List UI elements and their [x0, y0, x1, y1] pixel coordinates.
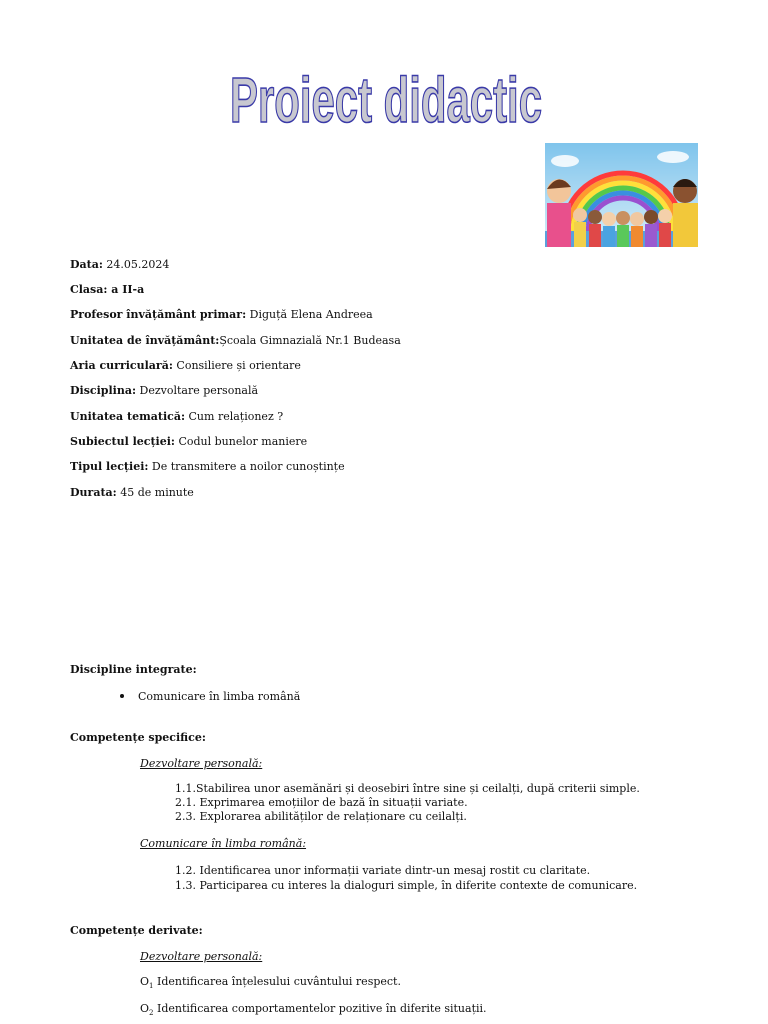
field-durata: Durata: 45 de minute	[70, 486, 194, 499]
specific-competences-heading: Competențe specifice:	[70, 731, 206, 744]
field-subiectul-lectiei: Subiectul lecției: Codul bunelor maniere	[70, 435, 308, 448]
field-tipul-lectiei: Tipul lecției: De transmitere a noilor cunoștințe	[70, 460, 345, 473]
subsection-title: Comunicare în limba română:	[140, 837, 307, 850]
page-title	[226, 60, 546, 140]
list-item: 2.3. Explorarea abilităților de relaționare cu ceilalți.	[175, 810, 467, 823]
integrated-disciplines-heading: Discipline integrate:	[70, 663, 197, 676]
list-item: 1.3. Participarea cu interes la dialoguri simple, în diferite contexte de comunicare.	[175, 879, 638, 892]
objective-item: $O_1$ Identificarea înțelesului cuvântului respect.	[140, 975, 401, 991]
subsection-title: Dezvoltare personală:	[140, 757, 263, 770]
field-disciplina: Disciplina: Dezvoltare personală	[70, 384, 259, 397]
subsection-title: Dezvoltare personală:	[140, 950, 263, 963]
title-wordart	[226, 60, 546, 140]
rainbow-children-illustration	[545, 143, 698, 247]
list-item: 1.2. Identificarea unor informații variate dintr-un mesaj rostit cu claritate.	[175, 864, 591, 877]
list-item: Comunicare în limba română	[120, 690, 300, 704]
field-clasa: Clasa: a II-a	[70, 283, 145, 296]
derived-competences-heading: Competențe derivate:	[70, 924, 203, 937]
title-text: Proiect didactic	[230, 64, 542, 136]
field-aria-curriculara: Aria curriculară: Consiliere și orientare	[70, 359, 301, 372]
list-item: 1.1.Stabilirea unor asemănări și deosebiri între sine și ceilalți, după criterii simple.	[175, 782, 640, 795]
field-unitatea-invatamant: Unitatea de învățământ:Școala Gimnazială Nr.1 Budeasa	[70, 334, 401, 347]
objective-item: $O_2$ Identificarea comportamentelor pozitive în diferite situații.	[140, 1002, 487, 1018]
bullet-icon	[120, 694, 124, 698]
field-profesor: Profesor învățământ primar: Diguță Elena Andreea	[70, 308, 373, 321]
field-unitatea-tematica: Unitatea tematică: Cum relaționez ?	[70, 410, 284, 423]
list-item: 2.1. Exprimarea emoțiilor de bază în situații variate.	[175, 796, 468, 809]
field-data: Data: 24.05.2024	[70, 258, 170, 271]
